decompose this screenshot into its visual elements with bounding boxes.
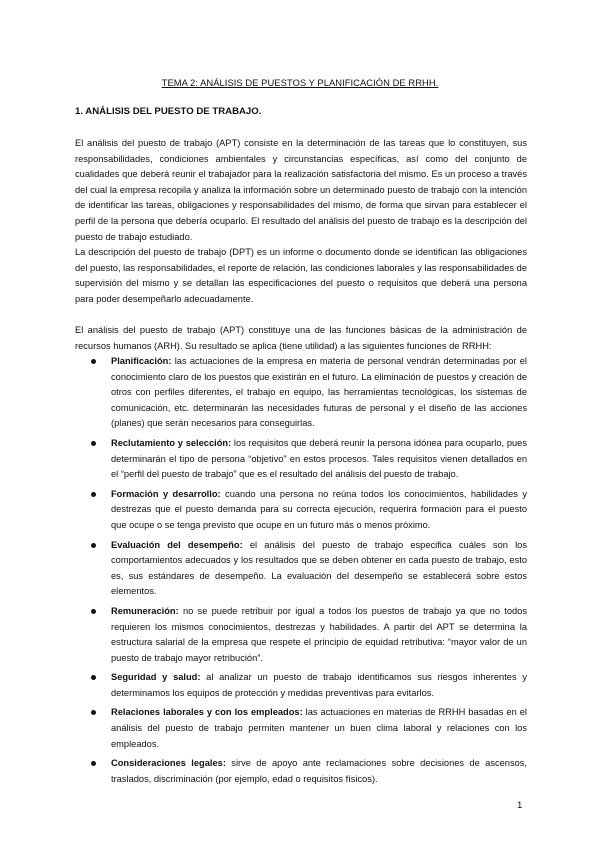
list-item-term: Formación y desarrollo: <box>111 488 221 499</box>
list-item-term: Relaciones laborales y con los empleados: <box>111 707 303 718</box>
functions-list <box>75 354 527 791</box>
list-item-term: Consideraciones legales: <box>111 758 226 769</box>
paragraph-apt-definition: El análisis del puesto de trabajo (APT) consiste en la determinación de las tareas que lo constituyen, sus responsabilidades, condiciones ambientales y circunstancias específicas, así como del conjunto de cualidades que deberá reunir el trabajador para la realización satisfactoria del mismo. Es un proceso a través del cual la empresa recopila y analiza la información sobre un determinado puesto de trabajo con la intención de identificar las tareas, obligaciones y responsabilidades del mismo, de forma que sirvan para establecer el perfil de la persona que debería ocuparlo. El resultado del análisis del puesto de trabajo es la descripción del puesto de trabajo estudiado. <box>75 138 527 242</box>
bullet-icon <box>91 359 96 364</box>
list-item <box>75 436 527 483</box>
list-item <box>75 670 527 701</box>
list-item <box>75 538 527 600</box>
list-item-text: cuando una persona no reúna todos los conocimientos, habilidades y destrezas que el puesto demanda para su correcta ejecución, requerirá formación para el puesto que ocupe o se tenga previsto que ocupe en un futuro más o menos próximo. <box>111 488 527 530</box>
bullet-icon <box>91 675 96 680</box>
list-item-text: el análisis del puesto de trabajo especifica cuáles son los comportamientos adecuados y los resultados que se deben obtener en cada puesto de trabajo, esto es, sus estándares de desempeño. La evaluación del desempeño se establecerá sobre estos elementos. <box>111 539 527 597</box>
list-item <box>75 604 527 666</box>
list-item-term: Remuneración: <box>111 605 179 616</box>
bullet-icon <box>91 761 96 766</box>
list-item-term: Evaluación del desempeño: <box>111 539 243 550</box>
list-item-text: no se puede retribuir por igual a todos los puestos de trabajo ya que no todos requieren los mismos conocimientos, destrezas y habilidades. A partir del APT se determina la estructura salarial de la empresa que respete el principio de equidad retributiva: “mayor valor de un puesto de trabajo mayor retribución”. <box>111 605 527 663</box>
list-item-text: al analizar un puesto de trabajo identificamos sus riesgos inherentes y determinamos los equipos de protección y medidas preventivas para evitarlos. <box>111 672 527 698</box>
list-item-text: las actuaciones de la empresa en materia de personal vendrán determinadas por el conocimiento claro de los puestos que existirán en el futuro. La eliminación de puestos y creación de otros con perfiles diferentes, el trabajo en equipo, las herramientas tecnológicas, los sistemas de comunicación, etc. determinarán las necesidades futuras de personal y el diseño de las acciones (planes) que serán necesarios para conseguirlas. <box>111 356 527 429</box>
section-heading: 1. ANÁLISIS DEL PUESTO DE TRABAJO. <box>75 106 262 117</box>
bullet-icon <box>91 710 96 715</box>
list-item <box>75 756 527 787</box>
list-item-text: las actuaciones en materias de RRHH basadas en el análisis del puesto de trabajo permiten mantener un buen clima laboral y relaciones con los empleados. <box>111 707 527 749</box>
list-item-text: los requisitos que deberá reunir la persona idónea para ocuparlo, pues determinarán el tipo de persona “objetivo” en estos procesos. Tales requisitos vienen detallados en el “perfil del puesto de trabajo” que es el resultado del análisis del puesto de trabajo. <box>111 437 527 480</box>
list-item-term: Planificación: <box>111 356 172 366</box>
list-item <box>75 487 527 534</box>
list-item-term: Seguridad y salud: <box>111 672 201 683</box>
paragraph-apt-functions: El análisis del puesto de trabajo (APT) constituye una de las funciones básicas de la administración de recursos humanos (ARH). Su resultado se aplica (tiene utilidad) a las siguientes funciones de RRHH: <box>75 325 527 351</box>
bullet-icon <box>91 543 96 548</box>
paragraph-dpt-definition: La descripción del puesto de trabajo (DPT) es un informe o documento donde se identifican las obligaciones del puesto, las responsabilidades, el reporte de relación, las condiciones laborales y las responsabilidades de supervisión del mismo y se detallan las especificaciones del puesto o requisitos que deberá una persona para poder desempeñarlo adecuadamente. <box>75 247 527 304</box>
bullet-icon <box>91 441 96 446</box>
document-title: TEMA 2: ANÁLISIS DE PUESTOS Y PLANIFICACIÓN DE RRHH. <box>161 77 439 88</box>
bullet-icon <box>91 609 96 614</box>
page-number: 1 <box>517 800 523 811</box>
list-item <box>75 354 527 432</box>
intro-paragraphs <box>75 136 527 308</box>
list-item <box>75 705 527 752</box>
list-item-text: sirve de apoyo ante reclamaciones sobre decisiones de ascensos, traslados, discriminación (por ejemplo, edad o requisitos físicos). <box>111 758 528 784</box>
bullet-icon <box>91 492 96 497</box>
list-item-term: Reclutamiento y selección: <box>111 437 232 448</box>
